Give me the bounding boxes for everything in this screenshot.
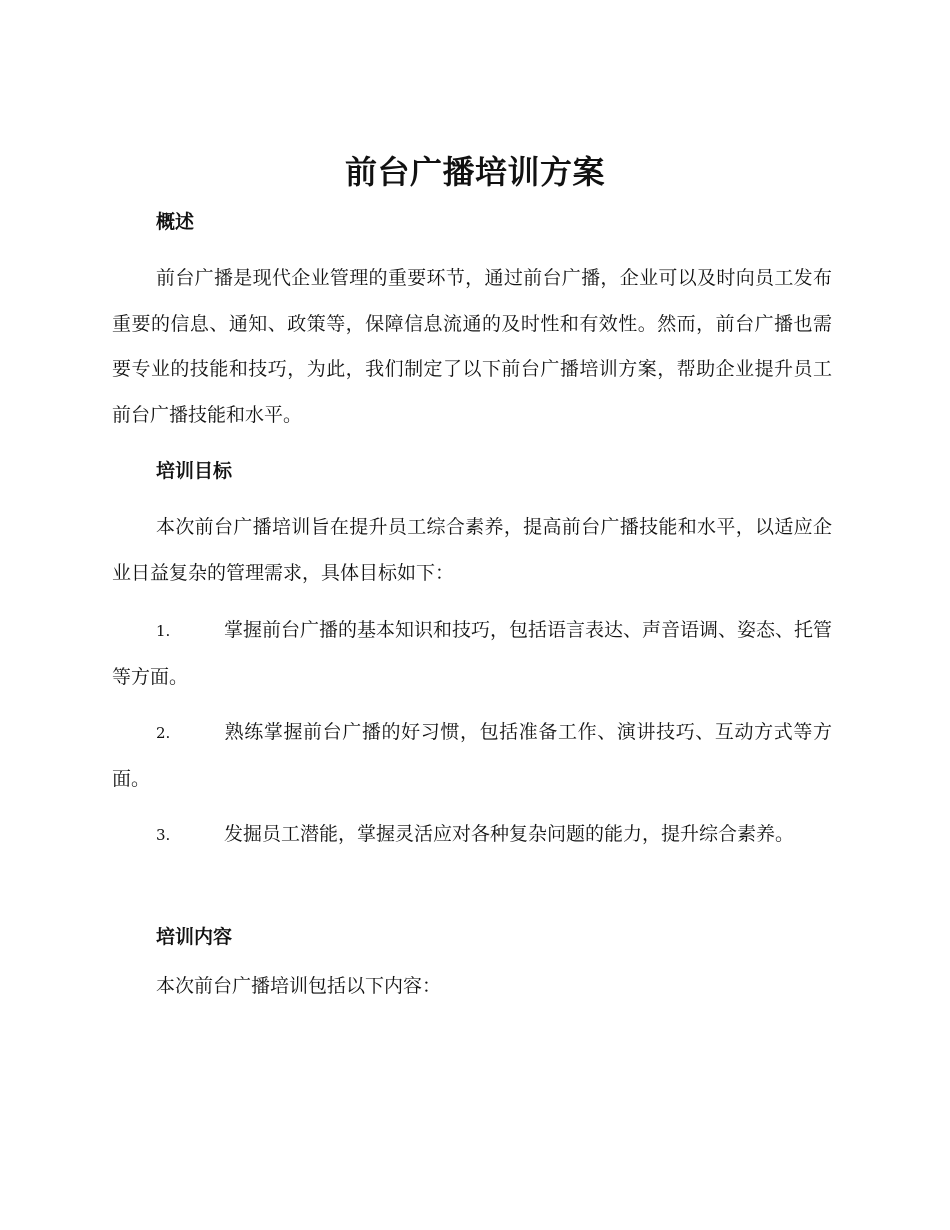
overview-paragraph: 前台广播是现代企业管理的重要环节，通过前台广播，企业可以及时向员工发布重要的信息、通知、政策等，保障信息流通的及时性和有效性。然而，前台广播也需要专业的技能和技巧，为此，我们制定了以下前台广播培训方案，帮助企业提升员工前台广播技能和水平。 xyxy=(112,267,832,426)
section-heading-goals: 培训目标 xyxy=(156,460,233,482)
list-item xyxy=(112,608,832,700)
list-item xyxy=(112,812,832,859)
list-number: 1. xyxy=(156,622,171,640)
list-item xyxy=(112,710,832,802)
section-heading-overview: 概述 xyxy=(156,211,195,233)
list-number: 3. xyxy=(156,826,171,844)
content-paragraph: 本次前台广播培训包括以下内容： xyxy=(156,975,442,997)
list-item-text: 熟练掌握前台广播的好习惯，包括准备工作、演讲技巧、互动方式等方面。 xyxy=(112,721,832,790)
document-title: 前台广播培训方案 xyxy=(344,153,605,191)
section-heading-content: 培训内容 xyxy=(156,926,233,948)
list-number: 2. xyxy=(156,724,171,742)
list-item-text: 掌握前台广播的基本知识和技巧，包括语言表达、声音语调、姿态、托管等方面。 xyxy=(112,619,833,688)
goals-paragraph: 本次前台广播培训旨在提升员工综合素养，提高前台广播技能和水平，以适应企业日益复杂的管理需求，具体目标如下： xyxy=(112,516,832,584)
list-item-text: 发掘员工潜能，掌握灵活应对各种复杂问题的能力，提升综合素养。 xyxy=(224,823,795,845)
